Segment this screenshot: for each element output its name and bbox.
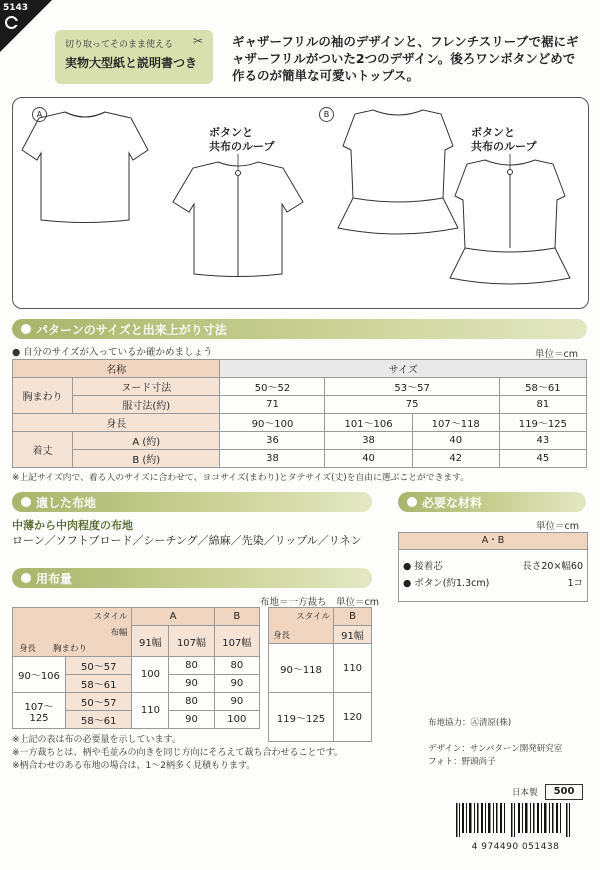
size-footnote: ※上記サイズ内で、着る人のサイズに合わせて、ヨコサイズ(まわり)とタテサイズ(丈)を自由に選ぶことができます。 — [12, 473, 470, 483]
yardage-table-2: スタイル 身長 B 91幅 90～118 110 119～125 120 — [268, 607, 372, 742]
yardage-note-2: ※一方裁ちとは、柄や毛並みの向きを同じ方向にそろえて裁ち合わせることです。 — [12, 748, 343, 758]
pattern-number: 5143 — [3, 3, 29, 13]
yardage-table-1: スタイル 布幅 身長 胸まわり A B 91幅 107幅 107幅 90～106 50～57 100 80 80 58～61 90 90 107～125 50～57 110 80 90 58～61 90 100 — [12, 607, 260, 729]
section-size-header — [12, 319, 587, 339]
credit-fabric: 布地協力：Ⓐ清原(株) — [428, 718, 512, 728]
fabric-heading: 中薄から中肉程度の布地 — [12, 519, 133, 532]
scissors-icon: ✂ — [193, 34, 204, 48]
design-a-front — [22, 112, 148, 223]
yardage-note-1: ※上記の表は布の必要量を示しています。 — [12, 735, 181, 745]
section-materials-title: 必要な材料 — [422, 496, 483, 510]
section-materials-header — [398, 492, 586, 512]
label-b: B — [319, 107, 334, 122]
label-a: A — [32, 107, 47, 122]
size-unit: 単位＝cm — [535, 349, 578, 360]
intro-text: ギャザーフリルの袖のデザインと、フレンチスリーブで裾にギャザーフリルがついた2つのデザイン。後ろワンボタンどめで作るのが簡単な可愛いトップス。 — [232, 34, 579, 83]
materials-table: A・B ● 接着芯 長さ20×幅60 ● ボタン(約1.3cm) 1コ — [398, 532, 588, 602]
materials-unit: 単位＝cm — [536, 521, 579, 532]
yardage-note-3: ※柄合わせのある布地の場合は、1～2柄多く見積もります。 — [12, 761, 256, 771]
material-row: ● 接着芯 長さ20×幅60 — [403, 561, 583, 572]
barcode-bars — [448, 803, 583, 837]
fabric-list: ローン／ソフトブロード／シーチング／綿麻／先染／リップル／リネン — [12, 534, 362, 547]
barcode — [448, 803, 583, 852]
brand-logo-icon — [5, 16, 18, 29]
yardage-note: 布地＝一方裁ち 単位＝cm — [260, 597, 379, 608]
section-yardage-title: 用布量 — [36, 572, 73, 586]
badge-line-1: 切り取ってそのまま使える — [65, 40, 174, 50]
badge-line-2: 実物大型紙と説明書つき — [65, 56, 198, 70]
credit-design: デザイン：サンパターン開発研究室 — [428, 744, 563, 754]
size-table: 名称 サイズ 胸まわり ヌード寸法 50～52 53～57 58～61 服寸法(約) 71 75 81 身長 90～100 101～106 107～118 119～125 着丈 A (約) 36 38 40 43 B (約) 38 40 42 45 — [12, 359, 587, 468]
illustration-panel — [12, 97, 589, 309]
section-yardage-header — [12, 568, 372, 588]
section-size-title: パターンのサイズと出来上がり寸法 — [36, 323, 227, 337]
price-box: 500 — [545, 784, 583, 800]
pattern-badge — [55, 30, 213, 84]
credit-photo: フォト：野頭尚子 — [428, 757, 496, 767]
design-b-front — [338, 110, 458, 234]
barcode-number: 4 974490 051438 — [471, 842, 560, 852]
section-fabric-title: 適した布地 — [36, 496, 97, 510]
callout-b: ボタンと 共布のループ — [471, 126, 537, 153]
material-row: ● ボタン(約1.3cm) 1コ — [403, 578, 583, 589]
section-fabric-header — [12, 492, 372, 512]
callout-a: ボタンと 共布のループ — [209, 126, 275, 153]
size-note: ● 自分のサイズが入っているか確かめましょう — [12, 347, 213, 358]
made-in: 日本製 — [512, 788, 538, 798]
